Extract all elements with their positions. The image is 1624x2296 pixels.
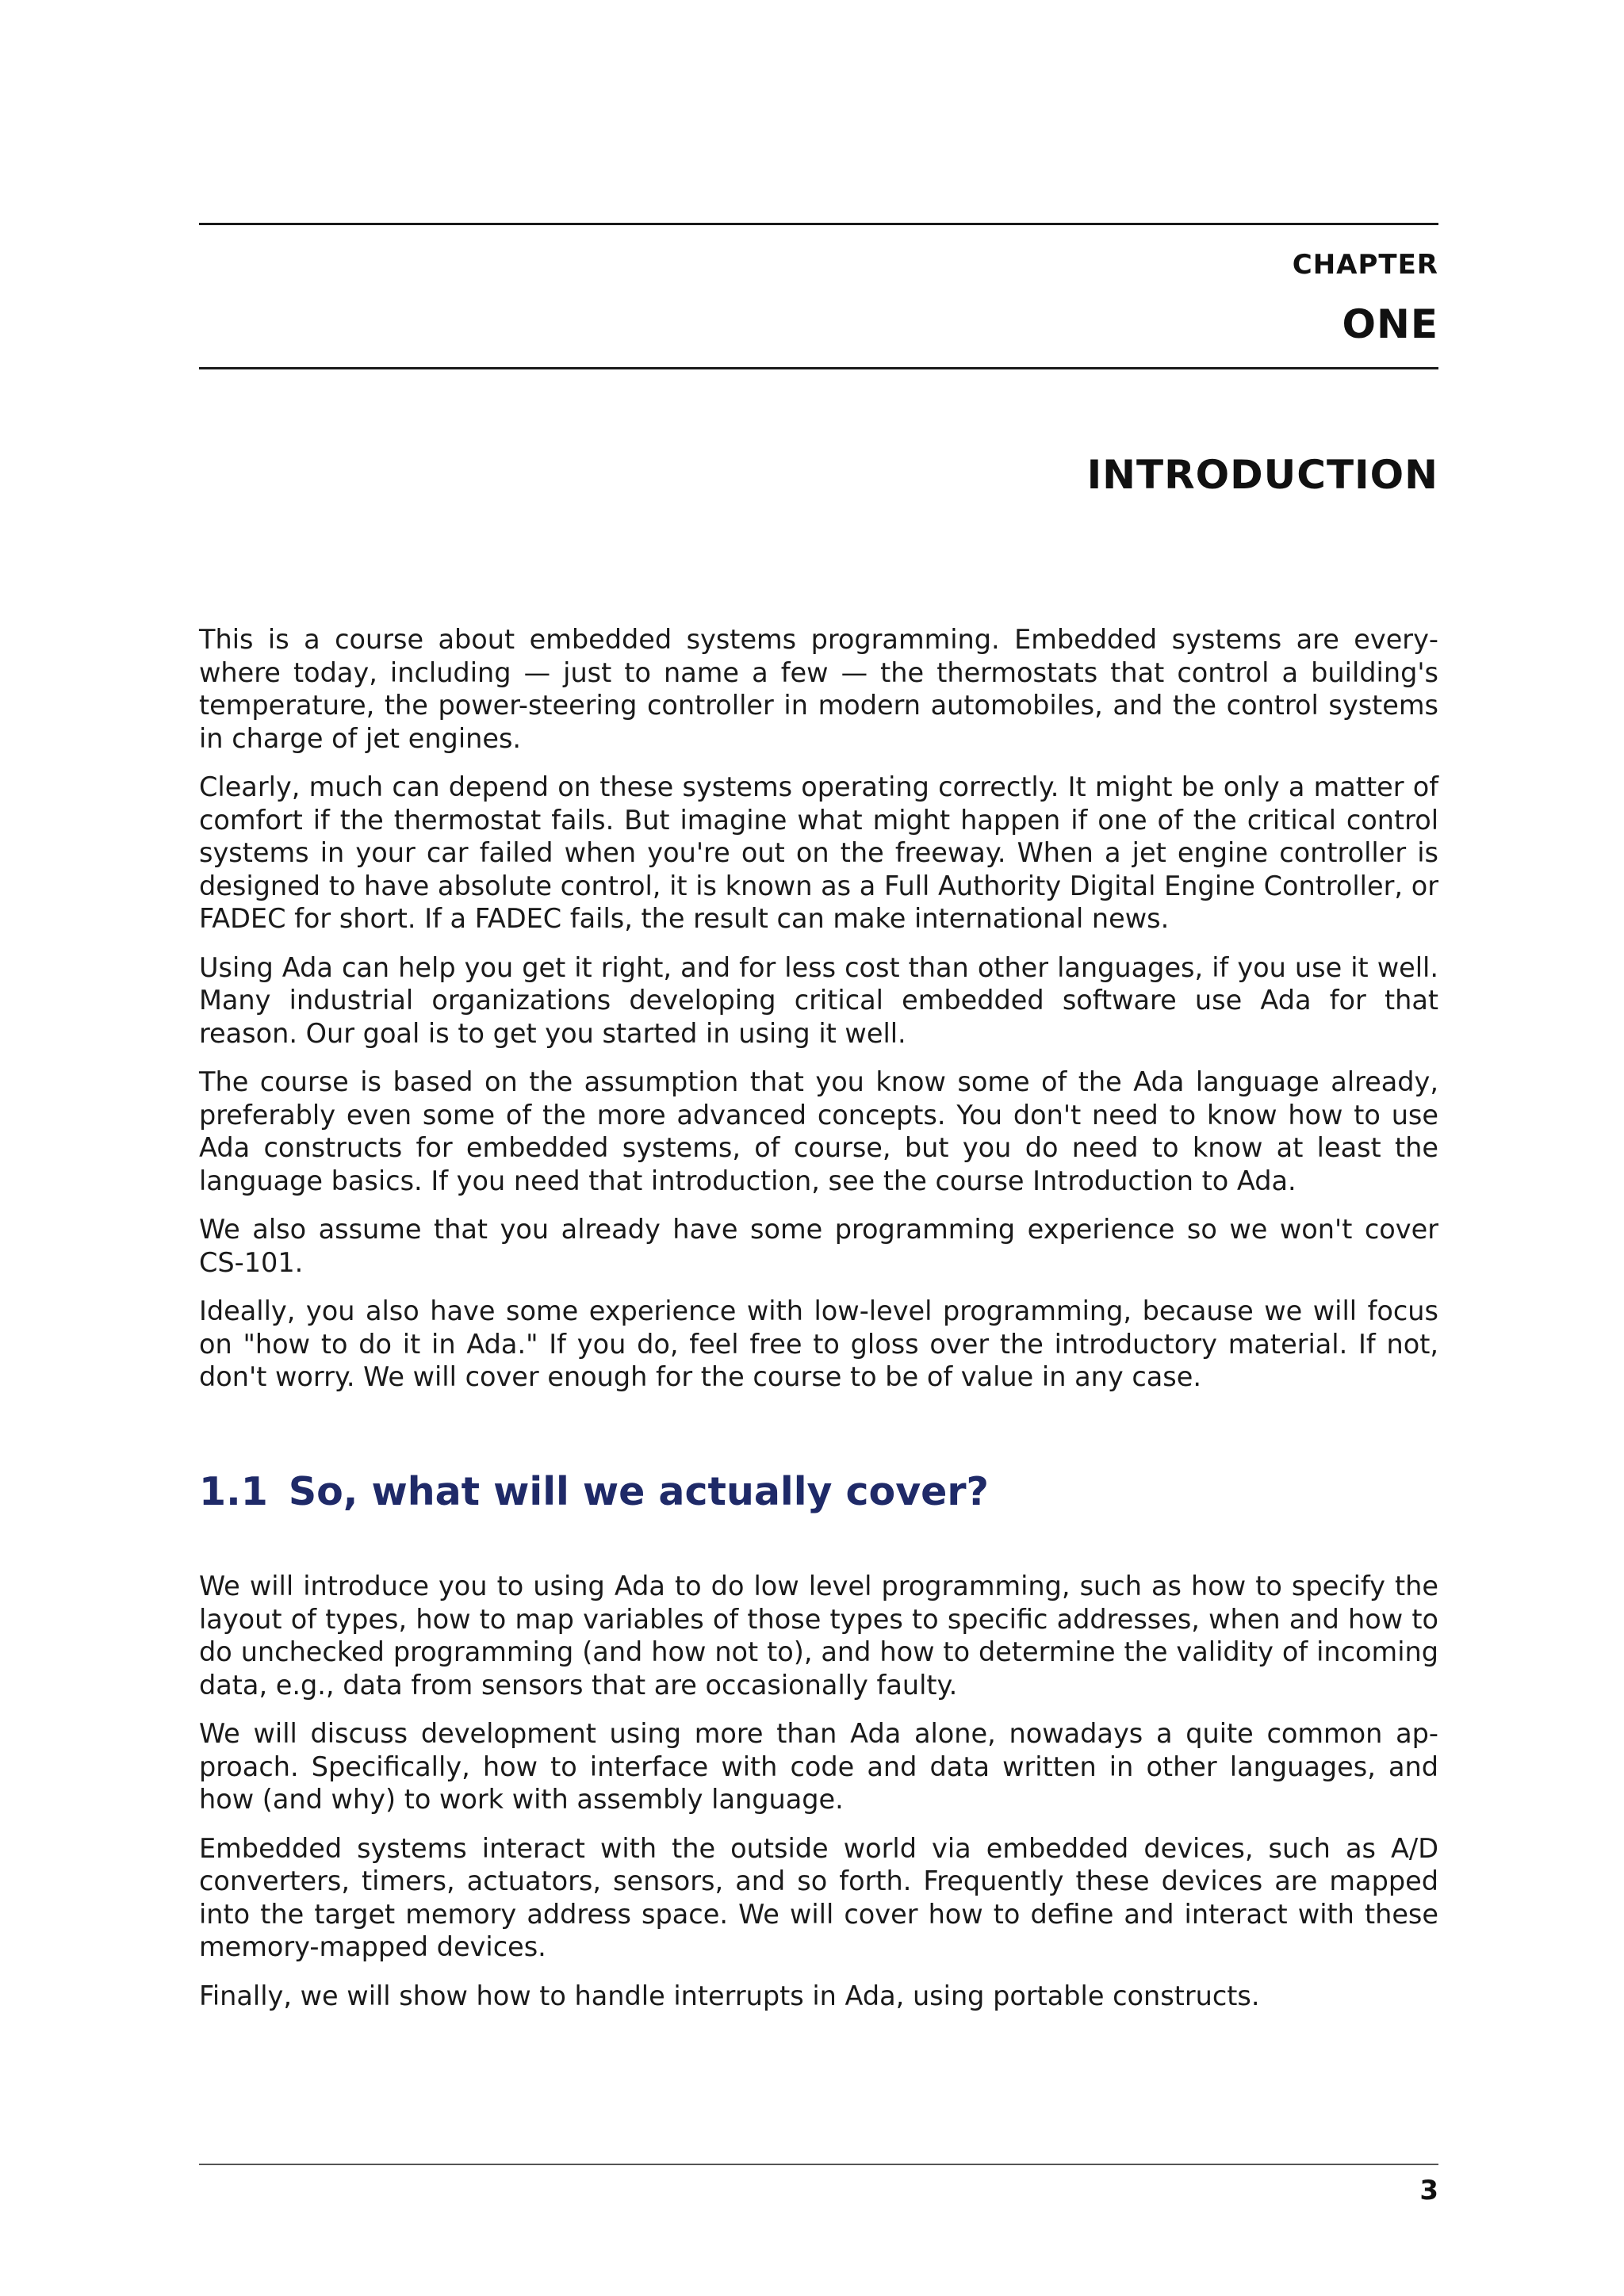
header-top-rule [199, 223, 1438, 225]
paragraph: The course is based on the assumption that you know some of the Ada language already, preferably even some of the more advanced concepts. You don't need to know how to use Ada constructs for embedded systems, of course, but you do need to know at least the language basics. If you need that introduction, see the course Introduction to Ada. [199, 1066, 1438, 1196]
paragraph: Embedded systems interact with the outside world via embedded devices, such as A/D converters, timers, actuators, sensors, and so forth. Frequently these devices are mapped into the target memory address space. We will cover how to define and interact with these memory-mapped devices. [199, 1832, 1438, 1962]
paragraph: We will introduce you to using Ada to do low level programming, such as how to specify the layout of types, how to map variables of those types to specific addresses, when and how to do unchecked programming (and how not to), and how to determine the validity of incoming data, e.g., data from sensors that are occasionally faulty. [199, 1571, 1438, 1701]
paragraph: Clearly, much can depend on these systems operating correctly. It might be only a matter of comfort if the thermostat fails. But imagine what might happen if one of the critical control systems in your car failed when you're out on the freeway. When a jet engine controller is designed to have absolute control, it is known as a Full Authority Digital Engine Controller, or FADEC for short. If a FADEC fails, the result can make international news. [199, 771, 1438, 934]
header-bottom-rule [199, 367, 1438, 369]
page-number: 3 [1419, 2175, 1438, 2206]
paragraph: We also assume that you already have some programming experience so we won't cover CS-101. [199, 1214, 1438, 1278]
chapter-number: ONE [1342, 301, 1438, 347]
chapter-title: INTRODUCTION [1086, 452, 1438, 498]
document-page [199, 0, 1438, 2296]
section-body [199, 1570, 1438, 2028]
section-heading [199, 1469, 989, 1514]
footer-rule [199, 2164, 1438, 2165]
paragraph: Using Ada can help you get it right, and for less cost than other languages, if you use it well. Many industrial organizations developing critical embedded software use Ada for that reason. Our goal is to get you started in using it well. [199, 951, 1438, 1049]
paragraph: Ideally, you also have some experience with low-level programming, because we will focus on "how to do it in Ada." If you do, feel free to gloss over the introductory material. If not, don't worry. We will cover enough for the course to be of value in any case. [199, 1295, 1438, 1392]
paragraph: Finally, we will show how to handle interrupts in Ada, using portable constructs. [199, 1980, 1260, 2011]
paragraph: This is a course about embedded systems programming. Embedded systems are everywhere today, including — just to name a few — the thermostats that control a building's temperature, the power-steering controller in modern automobiles, and the control systems in charge of jet engines. [199, 624, 1438, 754]
section-title: So, what will we actually cover? [288, 1469, 989, 1514]
paragraph: We will discuss development using more than Ada alone, nowadays a quite common approach. Specifically, how to interface with code and data written in other languages, and how (and why) to work with assembly language. [199, 1718, 1438, 1815]
chapter-label: CHAPTER [1292, 249, 1438, 281]
section-number: 1.1 [199, 1469, 268, 1514]
intro-body [199, 623, 1438, 1410]
